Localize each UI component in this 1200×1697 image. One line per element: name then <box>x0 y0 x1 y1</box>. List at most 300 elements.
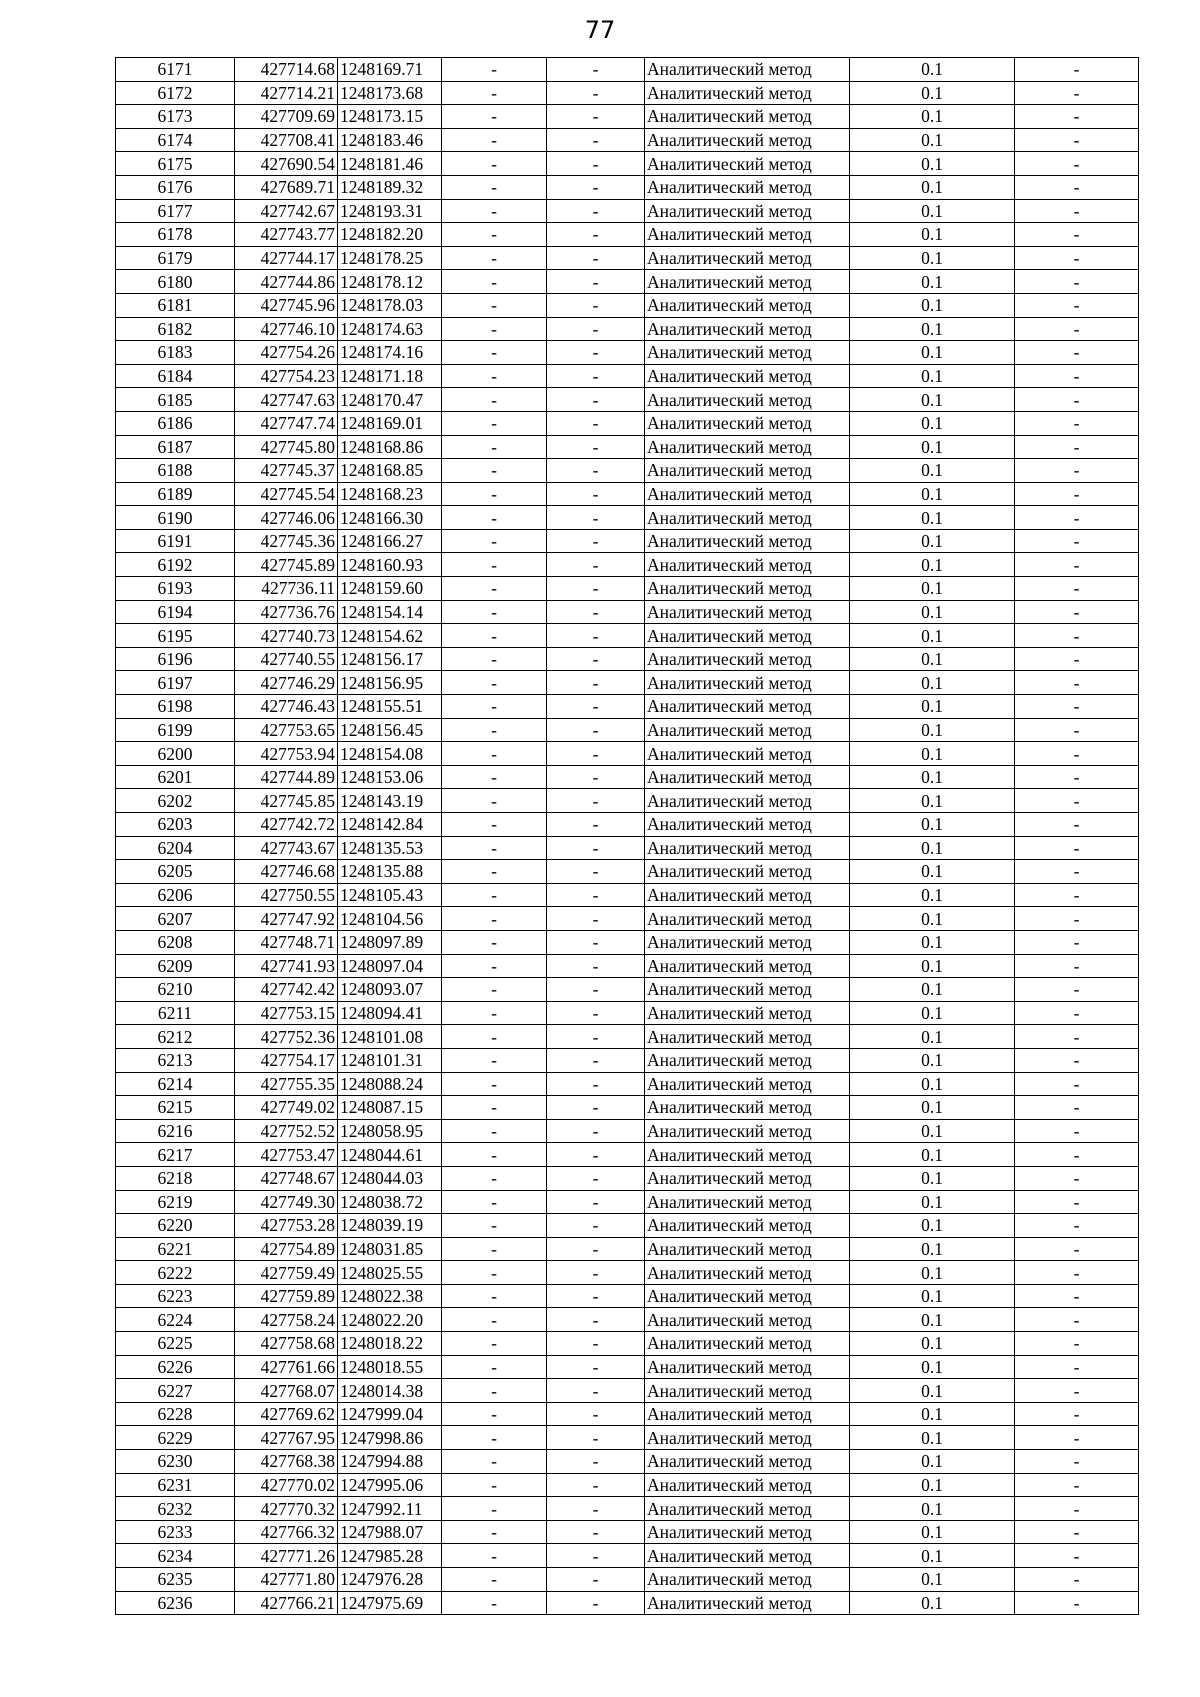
dash-cell: - <box>442 1119 547 1143</box>
dash-cell: - <box>442 1450 547 1474</box>
accuracy-cell: 0.1 <box>850 1497 1015 1521</box>
method-cell: Аналитический метод <box>645 341 850 365</box>
point-number-cell: 6219 <box>116 1190 235 1214</box>
accuracy-cell: 0.1 <box>850 930 1015 954</box>
x-coordinate-cell: 427743.77 <box>235 223 338 247</box>
dash-cell: - <box>547 978 645 1002</box>
method-cell: Аналитический метод <box>645 105 850 129</box>
x-coordinate-cell: 427768.38 <box>235 1450 338 1474</box>
dash-cell: - <box>442 883 547 907</box>
dash-cell: - <box>547 1048 645 1072</box>
point-number-cell: 6198 <box>116 695 235 719</box>
x-coordinate-cell: 427749.30 <box>235 1190 338 1214</box>
x-coordinate-cell: 427740.55 <box>235 647 338 671</box>
y-coordinate-cell: 1248178.03 <box>338 293 442 317</box>
y-coordinate-cell: 1247999.04 <box>338 1402 442 1426</box>
y-coordinate-cell: 1248135.88 <box>338 860 442 884</box>
dash-cell: - <box>442 411 547 435</box>
y-coordinate-cell: 1248154.62 <box>338 624 442 648</box>
y-coordinate-cell: 1248022.20 <box>338 1308 442 1332</box>
point-number-cell: 6232 <box>116 1497 235 1521</box>
table-body <box>116 58 1139 1615</box>
point-number-cell: 6216 <box>116 1119 235 1143</box>
y-coordinate-cell: 1248101.08 <box>338 1025 442 1049</box>
x-coordinate-cell: 427741.93 <box>235 954 338 978</box>
x-coordinate-cell: 427754.17 <box>235 1048 338 1072</box>
y-coordinate-cell: 1247992.11 <box>338 1497 442 1521</box>
y-coordinate-cell: 1248018.55 <box>338 1355 442 1379</box>
y-coordinate-cell: 1248156.17 <box>338 647 442 671</box>
point-number-cell: 6183 <box>116 341 235 365</box>
table-row <box>116 1001 1139 1025</box>
dash-cell: - <box>547 718 645 742</box>
y-coordinate-cell: 1248135.53 <box>338 836 442 860</box>
dash-cell: - <box>547 813 645 837</box>
table-row <box>116 128 1139 152</box>
x-coordinate-cell: 427690.54 <box>235 152 338 176</box>
table-row <box>116 1568 1139 1592</box>
dash-cell: - <box>1015 1025 1139 1049</box>
dash-cell: - <box>1015 836 1139 860</box>
dash-cell: - <box>1015 364 1139 388</box>
dash-cell: - <box>442 553 547 577</box>
dash-cell: - <box>1015 577 1139 601</box>
y-coordinate-cell: 1248088.24 <box>338 1072 442 1096</box>
dash-cell: - <box>442 577 547 601</box>
point-number-cell: 6178 <box>116 223 235 247</box>
dash-cell: - <box>547 1402 645 1426</box>
y-coordinate-cell: 1248159.60 <box>338 577 442 601</box>
dash-cell: - <box>1015 459 1139 483</box>
table-row <box>116 954 1139 978</box>
dash-cell: - <box>1015 152 1139 176</box>
dash-cell: - <box>442 459 547 483</box>
table-row <box>116 1379 1139 1403</box>
y-coordinate-cell: 1248170.47 <box>338 388 442 412</box>
accuracy-cell: 0.1 <box>850 1214 1015 1238</box>
point-number-cell: 6223 <box>116 1284 235 1308</box>
table-row <box>116 695 1139 719</box>
dash-cell: - <box>1015 388 1139 412</box>
table-row <box>116 647 1139 671</box>
dash-cell: - <box>547 765 645 789</box>
table-row <box>116 317 1139 341</box>
y-coordinate-cell: 1248097.04 <box>338 954 442 978</box>
dash-cell: - <box>442 765 547 789</box>
dash-cell: - <box>547 1166 645 1190</box>
table-row <box>116 270 1139 294</box>
dash-cell: - <box>547 529 645 553</box>
method-cell: Аналитический метод <box>645 1048 850 1072</box>
point-number-cell: 6234 <box>116 1544 235 1568</box>
dash-cell: - <box>1015 128 1139 152</box>
accuracy-cell: 0.1 <box>850 1520 1015 1544</box>
y-coordinate-cell: 1248142.84 <box>338 813 442 837</box>
x-coordinate-cell: 427753.94 <box>235 742 338 766</box>
method-cell: Аналитический метод <box>645 1308 850 1332</box>
point-number-cell: 6200 <box>116 742 235 766</box>
y-coordinate-cell: 1248154.14 <box>338 600 442 624</box>
dash-cell: - <box>547 695 645 719</box>
point-number-cell: 6228 <box>116 1402 235 1426</box>
method-cell: Аналитический метод <box>645 388 850 412</box>
accuracy-cell: 0.1 <box>850 860 1015 884</box>
dash-cell: - <box>1015 1568 1139 1592</box>
dash-cell: - <box>547 789 645 813</box>
x-coordinate-cell: 427750.55 <box>235 883 338 907</box>
dash-cell: - <box>442 152 547 176</box>
y-coordinate-cell: 1248093.07 <box>338 978 442 1002</box>
table-row <box>116 1025 1139 1049</box>
dash-cell: - <box>1015 81 1139 105</box>
dash-cell: - <box>1015 1402 1139 1426</box>
dash-cell: - <box>442 647 547 671</box>
point-number-cell: 6205 <box>116 860 235 884</box>
accuracy-cell: 0.1 <box>850 1355 1015 1379</box>
dash-cell: - <box>547 1237 645 1261</box>
method-cell: Аналитический метод <box>645 718 850 742</box>
x-coordinate-cell: 427744.86 <box>235 270 338 294</box>
dash-cell: - <box>547 1072 645 1096</box>
method-cell: Аналитический метод <box>645 58 850 82</box>
dash-cell: - <box>442 1355 547 1379</box>
x-coordinate-cell: 427736.11 <box>235 577 338 601</box>
x-coordinate-cell: 427745.80 <box>235 435 338 459</box>
x-coordinate-cell: 427742.42 <box>235 978 338 1002</box>
point-number-cell: 6214 <box>116 1072 235 1096</box>
x-coordinate-cell: 427709.69 <box>235 105 338 129</box>
point-number-cell: 6231 <box>116 1473 235 1497</box>
table-row <box>116 81 1139 105</box>
method-cell: Аналитический метод <box>645 577 850 601</box>
dash-cell: - <box>547 317 645 341</box>
method-cell: Аналитический метод <box>645 364 850 388</box>
dash-cell: - <box>547 553 645 577</box>
dash-cell: - <box>547 341 645 365</box>
dash-cell: - <box>547 1379 645 1403</box>
point-number-cell: 6177 <box>116 199 235 223</box>
dash-cell: - <box>442 364 547 388</box>
dash-cell: - <box>1015 1096 1139 1120</box>
table-row <box>116 105 1139 129</box>
y-coordinate-cell: 1248038.72 <box>338 1190 442 1214</box>
point-number-cell: 6199 <box>116 718 235 742</box>
dash-cell: - <box>547 411 645 435</box>
dash-cell: - <box>442 1001 547 1025</box>
accuracy-cell: 0.1 <box>850 1001 1015 1025</box>
point-number-cell: 6204 <box>116 836 235 860</box>
dash-cell: - <box>1015 293 1139 317</box>
dash-cell: - <box>1015 860 1139 884</box>
x-coordinate-cell: 427754.23 <box>235 364 338 388</box>
y-coordinate-cell: 1248154.08 <box>338 742 442 766</box>
dash-cell: - <box>1015 1544 1139 1568</box>
x-coordinate-cell: 427714.68 <box>235 58 338 82</box>
y-coordinate-cell: 1248174.63 <box>338 317 442 341</box>
accuracy-cell: 0.1 <box>850 1308 1015 1332</box>
table-row <box>116 1143 1139 1167</box>
method-cell: Аналитический метод <box>645 1426 850 1450</box>
dash-cell: - <box>1015 765 1139 789</box>
dash-cell: - <box>547 836 645 860</box>
y-coordinate-cell: 1248058.95 <box>338 1119 442 1143</box>
table-row <box>116 223 1139 247</box>
point-number-cell: 6191 <box>116 529 235 553</box>
dash-cell: - <box>1015 1261 1139 1285</box>
y-coordinate-cell: 1248044.61 <box>338 1143 442 1167</box>
dash-cell: - <box>547 388 645 412</box>
dash-cell: - <box>442 954 547 978</box>
table-row <box>116 1096 1139 1120</box>
dash-cell: - <box>442 506 547 530</box>
point-number-cell: 6193 <box>116 577 235 601</box>
accuracy-cell: 0.1 <box>850 978 1015 1002</box>
dash-cell: - <box>442 624 547 648</box>
dash-cell: - <box>1015 1190 1139 1214</box>
table-row <box>116 1048 1139 1072</box>
dash-cell: - <box>1015 930 1139 954</box>
x-coordinate-cell: 427766.32 <box>235 1520 338 1544</box>
dash-cell: - <box>442 199 547 223</box>
dash-cell: - <box>1015 482 1139 506</box>
dash-cell: - <box>1015 1214 1139 1238</box>
point-number-cell: 6181 <box>116 293 235 317</box>
accuracy-cell: 0.1 <box>850 1166 1015 1190</box>
point-number-cell: 6229 <box>116 1426 235 1450</box>
method-cell: Аналитический метод <box>645 978 850 1002</box>
table-row <box>116 1591 1139 1615</box>
y-coordinate-cell: 1248169.71 <box>338 58 442 82</box>
dash-cell: - <box>547 223 645 247</box>
x-coordinate-cell: 427746.10 <box>235 317 338 341</box>
y-coordinate-cell: 1248031.85 <box>338 1237 442 1261</box>
accuracy-cell: 0.1 <box>850 1261 1015 1285</box>
dash-cell: - <box>547 1426 645 1450</box>
dash-cell: - <box>547 105 645 129</box>
x-coordinate-cell: 427752.52 <box>235 1119 338 1143</box>
dash-cell: - <box>442 175 547 199</box>
method-cell: Аналитический метод <box>645 860 850 884</box>
table-row <box>116 742 1139 766</box>
dash-cell: - <box>442 860 547 884</box>
table-row <box>116 58 1139 82</box>
table-row <box>116 293 1139 317</box>
dash-cell: - <box>442 1214 547 1238</box>
x-coordinate-cell: 427771.80 <box>235 1568 338 1592</box>
accuracy-cell: 0.1 <box>850 293 1015 317</box>
x-coordinate-cell: 427746.43 <box>235 695 338 719</box>
dash-cell: - <box>1015 954 1139 978</box>
point-number-cell: 6218 <box>116 1166 235 1190</box>
dash-cell: - <box>547 58 645 82</box>
accuracy-cell: 0.1 <box>850 813 1015 837</box>
dash-cell: - <box>1015 1166 1139 1190</box>
dash-cell: - <box>1015 978 1139 1002</box>
dash-cell: - <box>1015 1119 1139 1143</box>
point-number-cell: 6230 <box>116 1450 235 1474</box>
y-coordinate-cell: 1248178.25 <box>338 246 442 270</box>
dash-cell: - <box>1015 317 1139 341</box>
table-row <box>116 765 1139 789</box>
accuracy-cell: 0.1 <box>850 600 1015 624</box>
dash-cell: - <box>547 883 645 907</box>
dash-cell: - <box>547 1096 645 1120</box>
y-coordinate-cell: 1248143.19 <box>338 789 442 813</box>
table-row <box>116 813 1139 837</box>
x-coordinate-cell: 427745.89 <box>235 553 338 577</box>
dash-cell: - <box>442 293 547 317</box>
y-coordinate-cell: 1247995.06 <box>338 1473 442 1497</box>
table-row <box>116 1308 1139 1332</box>
table-row <box>116 718 1139 742</box>
accuracy-cell: 0.1 <box>850 765 1015 789</box>
dash-cell: - <box>547 860 645 884</box>
method-cell: Аналитический метод <box>645 81 850 105</box>
method-cell: Аналитический метод <box>645 695 850 719</box>
x-coordinate-cell: 427745.36 <box>235 529 338 553</box>
dash-cell: - <box>547 1308 645 1332</box>
accuracy-cell: 0.1 <box>850 1591 1015 1615</box>
method-cell: Аналитический метод <box>645 1520 850 1544</box>
point-number-cell: 6185 <box>116 388 235 412</box>
x-coordinate-cell: 427708.41 <box>235 128 338 152</box>
dash-cell: - <box>442 1308 547 1332</box>
dash-cell: - <box>547 577 645 601</box>
point-number-cell: 6175 <box>116 152 235 176</box>
accuracy-cell: 0.1 <box>850 435 1015 459</box>
y-coordinate-cell: 1248104.56 <box>338 907 442 931</box>
dash-cell: - <box>1015 1591 1139 1615</box>
dash-cell: - <box>547 1497 645 1521</box>
x-coordinate-cell: 427753.47 <box>235 1143 338 1167</box>
dash-cell: - <box>1015 270 1139 294</box>
y-coordinate-cell: 1248155.51 <box>338 695 442 719</box>
method-cell: Аналитический метод <box>645 1355 850 1379</box>
method-cell: Аналитический метод <box>645 1591 850 1615</box>
point-number-cell: 6186 <box>116 411 235 435</box>
y-coordinate-cell: 1248156.45 <box>338 718 442 742</box>
dash-cell: - <box>1015 624 1139 648</box>
table-row <box>116 1426 1139 1450</box>
point-number-cell: 6187 <box>116 435 235 459</box>
y-coordinate-cell: 1248189.32 <box>338 175 442 199</box>
accuracy-cell: 0.1 <box>850 270 1015 294</box>
table-row <box>116 978 1139 1002</box>
accuracy-cell: 0.1 <box>850 341 1015 365</box>
dash-cell: - <box>1015 813 1139 837</box>
dash-cell: - <box>1015 175 1139 199</box>
dash-cell: - <box>442 1426 547 1450</box>
accuracy-cell: 0.1 <box>850 624 1015 648</box>
accuracy-cell: 0.1 <box>850 1048 1015 1072</box>
dash-cell: - <box>547 1520 645 1544</box>
accuracy-cell: 0.1 <box>850 317 1015 341</box>
method-cell: Аналитический метод <box>645 671 850 695</box>
method-cell: Аналитический метод <box>645 482 850 506</box>
accuracy-cell: 0.1 <box>850 482 1015 506</box>
dash-cell: - <box>1015 58 1139 82</box>
dash-cell: - <box>547 930 645 954</box>
dash-cell: - <box>1015 647 1139 671</box>
dash-cell: - <box>547 1261 645 1285</box>
point-number-cell: 6182 <box>116 317 235 341</box>
point-number-cell: 6188 <box>116 459 235 483</box>
method-cell: Аналитический метод <box>645 1143 850 1167</box>
accuracy-cell: 0.1 <box>850 1450 1015 1474</box>
table-row <box>116 1402 1139 1426</box>
y-coordinate-cell: 1248169.01 <box>338 411 442 435</box>
method-cell: Аналитический метод <box>645 1096 850 1120</box>
table-row <box>116 883 1139 907</box>
point-number-cell: 6192 <box>116 553 235 577</box>
method-cell: Аналитический метод <box>645 647 850 671</box>
point-number-cell: 6224 <box>116 1308 235 1332</box>
method-cell: Аналитический метод <box>645 1379 850 1403</box>
method-cell: Аналитический метод <box>645 954 850 978</box>
dash-cell: - <box>547 1190 645 1214</box>
dash-cell: - <box>1015 1520 1139 1544</box>
dash-cell: - <box>547 270 645 294</box>
y-coordinate-cell: 1248014.38 <box>338 1379 442 1403</box>
accuracy-cell: 0.1 <box>850 1544 1015 1568</box>
dash-cell: - <box>1015 1473 1139 1497</box>
dash-cell: - <box>442 1332 547 1356</box>
dash-cell: - <box>547 364 645 388</box>
y-coordinate-cell: 1248160.93 <box>338 553 442 577</box>
dash-cell: - <box>442 58 547 82</box>
method-cell: Аналитический метод <box>645 624 850 648</box>
dash-cell: - <box>547 647 645 671</box>
accuracy-cell: 0.1 <box>850 789 1015 813</box>
accuracy-cell: 0.1 <box>850 647 1015 671</box>
dash-cell: - <box>442 695 547 719</box>
table-row <box>116 836 1139 860</box>
method-cell: Аналитический метод <box>645 506 850 530</box>
point-number-cell: 6211 <box>116 1001 235 1025</box>
method-cell: Аналитический метод <box>645 199 850 223</box>
point-number-cell: 6173 <box>116 105 235 129</box>
method-cell: Аналитический метод <box>645 836 850 860</box>
dash-cell: - <box>442 1379 547 1403</box>
dash-cell: - <box>442 482 547 506</box>
x-coordinate-cell: 427747.63 <box>235 388 338 412</box>
x-coordinate-cell: 427753.28 <box>235 1214 338 1238</box>
method-cell: Аналитический метод <box>645 1025 850 1049</box>
table-row <box>116 624 1139 648</box>
x-coordinate-cell: 427753.15 <box>235 1001 338 1025</box>
dash-cell: - <box>1015 553 1139 577</box>
accuracy-cell: 0.1 <box>850 223 1015 247</box>
table-row <box>116 1450 1139 1474</box>
method-cell: Аналитический метод <box>645 246 850 270</box>
method-cell: Аналитический метод <box>645 1237 850 1261</box>
table-row <box>116 1284 1139 1308</box>
y-coordinate-cell: 1248166.27 <box>338 529 442 553</box>
dash-cell: - <box>547 152 645 176</box>
dash-cell: - <box>547 907 645 931</box>
y-coordinate-cell: 1248183.46 <box>338 128 442 152</box>
accuracy-cell: 0.1 <box>850 836 1015 860</box>
x-coordinate-cell: 427768.07 <box>235 1379 338 1403</box>
dash-cell: - <box>547 1450 645 1474</box>
table-row <box>116 1214 1139 1238</box>
dash-cell: - <box>1015 718 1139 742</box>
point-number-cell: 6171 <box>116 58 235 82</box>
dash-cell: - <box>442 742 547 766</box>
dash-cell: - <box>547 1119 645 1143</box>
method-cell: Аналитический метод <box>645 293 850 317</box>
y-coordinate-cell: 1248018.22 <box>338 1332 442 1356</box>
